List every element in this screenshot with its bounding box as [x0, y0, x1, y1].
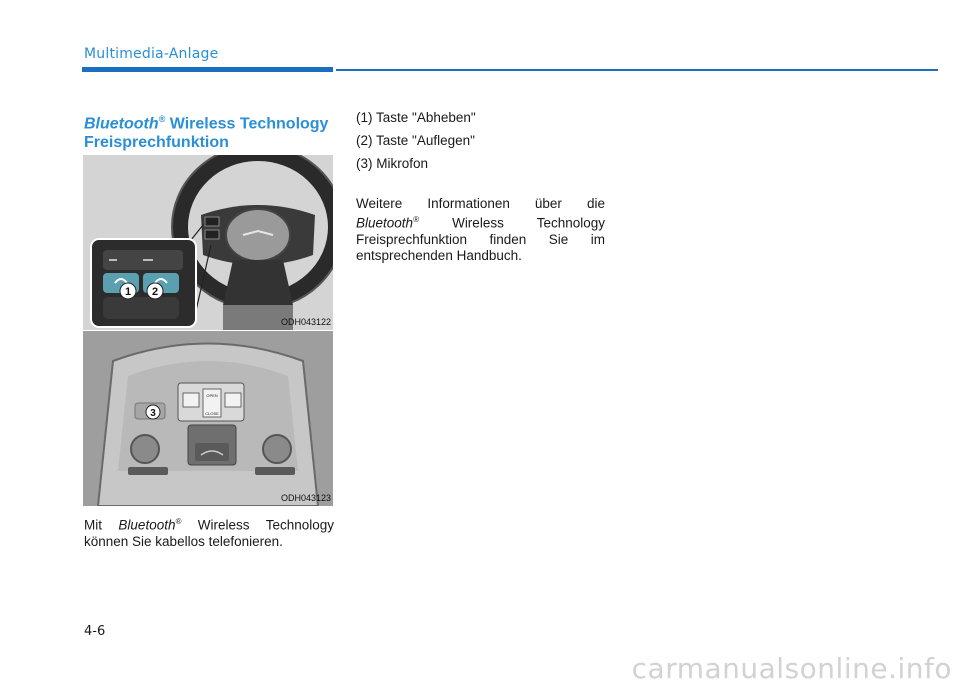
heading-brand: Bluetooth [84, 115, 159, 133]
list-item: (2) Taste "Auflegen" [356, 133, 475, 148]
panel-close-label: CLOSE [205, 411, 219, 416]
list-item: (1) Taste "Abheben" [356, 110, 476, 125]
caption-brand: Bluetooth [118, 517, 176, 533]
header-rule-thin [336, 69, 938, 71]
figure-steering-wheel [83, 155, 333, 330]
watermark: carmanualsonline.info [631, 652, 952, 685]
overhead-console-illustration [83, 331, 333, 506]
heading-reg: ® [158, 114, 166, 124]
list-item: (3) Mikrofon [356, 156, 429, 171]
callout-list [356, 110, 606, 179]
para-reg: ® [413, 215, 419, 224]
para-line-2-rest: Wireless Technology [418, 215, 605, 231]
para-line-3: Freisprechfunktion finden Sie im [356, 231, 605, 247]
caption-post: Wireless Technology können Sie kabellos telefonieren. [84, 517, 335, 549]
para-line-4: entsprechenden Handbuch. [356, 247, 522, 263]
marker-2-label: 2 [151, 286, 159, 298]
page-number: 4-6 [84, 624, 106, 639]
page-heading [84, 110, 340, 152]
caption-left [84, 514, 334, 550]
para-line-2 [356, 212, 605, 232]
panel-open-label: OPEN [206, 393, 218, 398]
figure-overhead-console [83, 331, 333, 506]
section-header: Multimedia-Anlage [84, 46, 219, 62]
marker-1-label: 1 [124, 286, 132, 298]
caption-pre: Mit [84, 517, 119, 533]
caption-reg: ® [175, 517, 182, 526]
info-paragraph [356, 196, 605, 264]
marker-3-label: 3 [150, 408, 156, 419]
figure-code-2: ODH043123 [280, 493, 331, 503]
header-rule-thick [82, 67, 333, 72]
heading-line2: Freisprechfunktion [84, 134, 229, 152]
para-line-1: Weitere Informationen über die [356, 196, 605, 211]
para-brand: Bluetooth [356, 215, 414, 231]
figure-code-1: ODH043122 [280, 317, 331, 327]
heading-line1: Wireless Technology [165, 115, 329, 133]
steering-wheel-illustration [83, 155, 333, 330]
